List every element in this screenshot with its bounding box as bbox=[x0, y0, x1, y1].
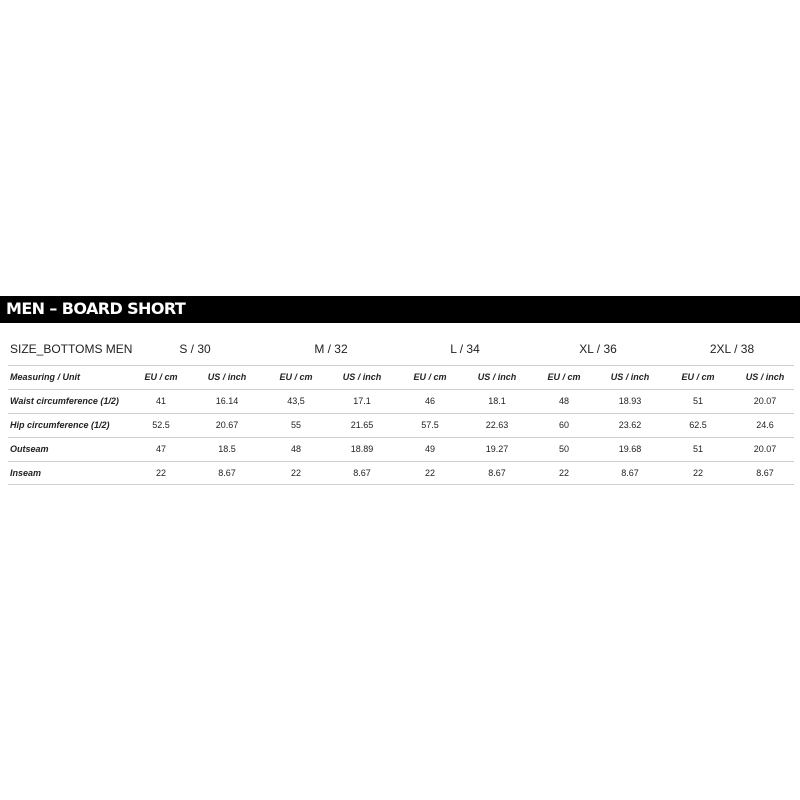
table-cell: 51 bbox=[692, 444, 703, 454]
table-cell: 47 bbox=[155, 444, 166, 454]
table-cell: 22.63 bbox=[485, 420, 509, 430]
table-cell: 22 bbox=[692, 468, 703, 478]
unit-cell: US / inch bbox=[610, 372, 650, 382]
table-row-waist bbox=[8, 389, 794, 413]
table-cell: 22 bbox=[155, 468, 166, 478]
table-cell: 16.14 bbox=[215, 396, 239, 406]
table-row-outseam bbox=[8, 437, 794, 461]
title-bar bbox=[0, 296, 800, 323]
row-label: Inseam bbox=[10, 468, 42, 478]
table-cell: 18.5 bbox=[218, 444, 236, 454]
table-cell: 8.67 bbox=[218, 468, 236, 478]
row-label: Hip circumference (1/2) bbox=[10, 420, 110, 430]
table-cell: 48 bbox=[558, 396, 569, 406]
table-row-inseam bbox=[8, 461, 794, 485]
size-m-header: M / 32 bbox=[314, 342, 348, 356]
unit-row bbox=[8, 365, 794, 389]
table-cell: 18.1 bbox=[488, 396, 506, 406]
size-l-header: L / 34 bbox=[450, 342, 480, 356]
unit-cell: US / inch bbox=[477, 372, 517, 382]
row-label: Waist circumference (1/2) bbox=[10, 396, 119, 406]
unit-cell: EU / cm bbox=[681, 372, 715, 382]
table-row-hip bbox=[8, 413, 794, 437]
unit-cell: US / inch bbox=[207, 372, 247, 382]
size-s-header: S / 30 bbox=[179, 342, 211, 356]
unit-cell: US / inch bbox=[745, 372, 785, 382]
size-category-label: SIZE_BOTTOMS MEN bbox=[10, 342, 133, 356]
table-cell: 22 bbox=[290, 468, 301, 478]
chart-title: MEN – BOARD SHORT bbox=[6, 299, 186, 318]
size-xl-header: XL / 36 bbox=[579, 342, 617, 356]
table-cell: 62.5 bbox=[689, 420, 707, 430]
unit-cell: EU / cm bbox=[547, 372, 581, 382]
table-cell: 18.93 bbox=[618, 396, 642, 406]
table-cell: 20.07 bbox=[753, 396, 777, 406]
table-cell: 22 bbox=[424, 468, 435, 478]
table-cell: 18.89 bbox=[350, 444, 374, 454]
table-cell: 21.65 bbox=[350, 420, 374, 430]
table-cell: 55 bbox=[290, 420, 301, 430]
table-cell: 24.6 bbox=[756, 420, 774, 430]
table-cell: 49 bbox=[424, 444, 435, 454]
table-cell: 20.07 bbox=[753, 444, 777, 454]
unit-cell: US / inch bbox=[342, 372, 382, 382]
table-cell: 8.67 bbox=[353, 468, 371, 478]
table-cell: 46 bbox=[424, 396, 435, 406]
table-cell: 60 bbox=[558, 420, 569, 430]
table-cell: 51 bbox=[692, 396, 703, 406]
unit-cell: EU / cm bbox=[279, 372, 313, 382]
unit-row-label: Measuring / Unit bbox=[10, 372, 81, 382]
table-cell: 8.67 bbox=[488, 468, 506, 478]
size-2xl-header: 2XL / 38 bbox=[709, 342, 755, 356]
size-header-row bbox=[0, 338, 800, 360]
table-cell: 19.68 bbox=[618, 444, 642, 454]
table-cell: 41 bbox=[155, 396, 166, 406]
table-cell: 22 bbox=[558, 468, 569, 478]
table-cell: 48 bbox=[290, 444, 301, 454]
table-cell: 8.67 bbox=[621, 468, 639, 478]
table-cell: 19.27 bbox=[485, 444, 509, 454]
table-cell: 23.62 bbox=[618, 420, 642, 430]
table-cell: 43,5 bbox=[287, 396, 305, 406]
measurement-table bbox=[8, 365, 794, 485]
table-cell: 8.67 bbox=[756, 468, 774, 478]
table-cell: 57.5 bbox=[421, 420, 439, 430]
unit-cell: EU / cm bbox=[413, 372, 447, 382]
table-cell: 50 bbox=[558, 444, 569, 454]
table-cell: 52.5 bbox=[152, 420, 170, 430]
row-label: Outseam bbox=[10, 444, 49, 454]
unit-cell: EU / cm bbox=[144, 372, 178, 382]
table-cell: 17.1 bbox=[353, 396, 371, 406]
table-cell: 20.67 bbox=[215, 420, 239, 430]
